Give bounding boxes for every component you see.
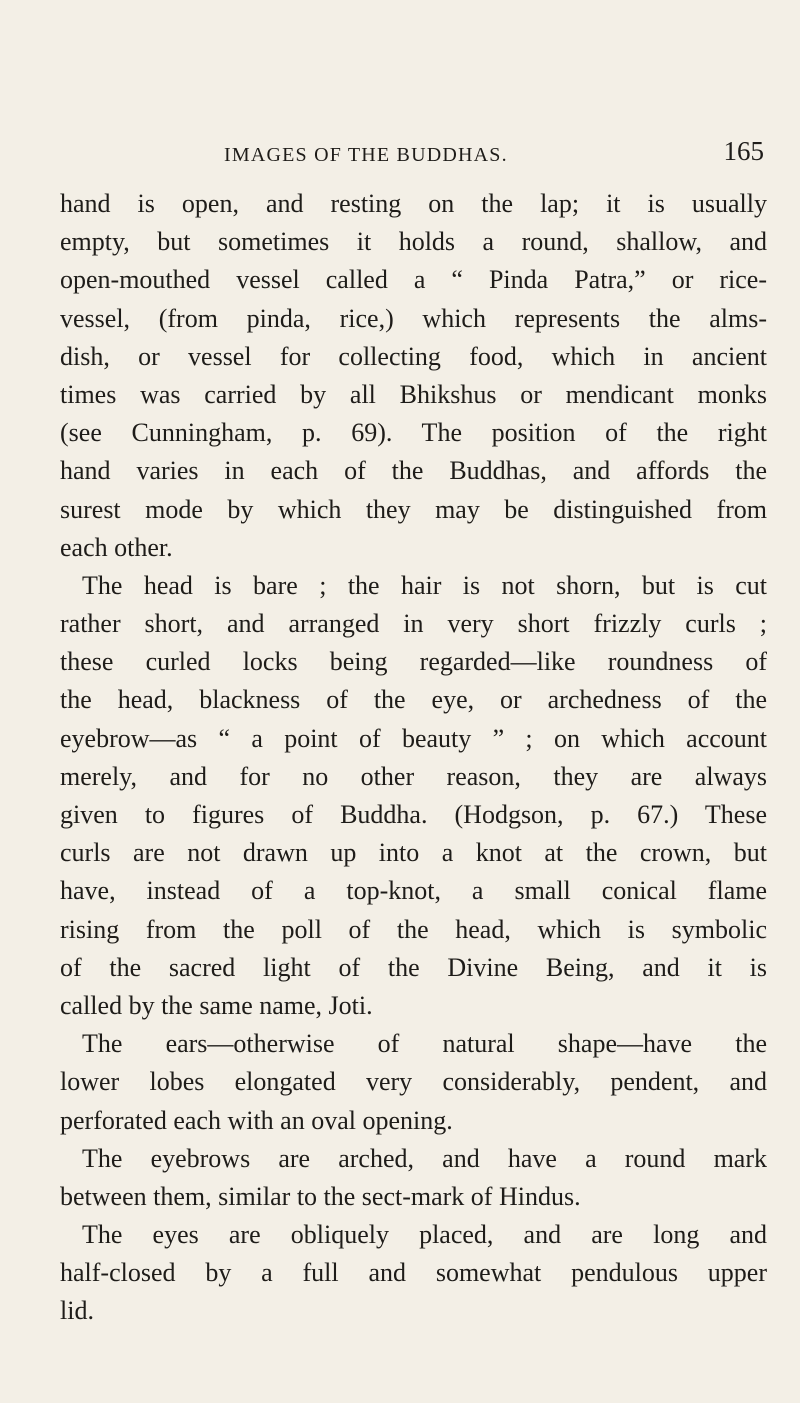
text-line: lid. xyxy=(60,1296,94,1326)
text-line: The eyebrows are arched, and have a round mark xyxy=(82,1143,767,1173)
text-line: merely, and for no other reason, they are always xyxy=(60,761,767,791)
body-text xyxy=(60,185,767,1331)
text-line: surest mode by which they may be distinguished from xyxy=(60,494,767,524)
text-line: empty, but sometimes it holds a round, shallow, and xyxy=(60,227,767,257)
text-line: curls are not drawn up into a knot at the crown, but xyxy=(60,838,767,868)
text-line: rising from the poll of the head, which is symbolic xyxy=(60,914,767,944)
text-line: hand varies in each of the Buddhas, and affords the xyxy=(60,456,767,486)
text-line: The ears—otherwise of natural shape—have the xyxy=(82,1029,767,1059)
text-line: The eyes are obliquely placed, and are long and xyxy=(82,1220,767,1250)
text-line: of the sacred light of the Divine Being, and it is xyxy=(60,952,767,982)
text-line: (see Cunningham, p. 69). The position of the right xyxy=(60,418,767,448)
text-line: rather short, and arranged in very short frizzly curls ; xyxy=(60,609,767,639)
text-line: each other. xyxy=(60,532,173,562)
text-line: have, instead of a top-knot, a small conical flame xyxy=(60,876,767,906)
running-head: IMAGES OF THE BUDDHAS. xyxy=(224,144,508,166)
text-line: The head is bare ; the hair is not shorn, but is cut xyxy=(82,570,767,600)
text-line: eyebrow—as “ a point of beauty ” ; on which account xyxy=(60,723,767,753)
text-line: between them, similar to the sect-mark of Hindus. xyxy=(60,1181,581,1211)
text-line: given to figures of Buddha. (Hodgson, p. 67.) These xyxy=(60,800,767,829)
text-line: open-mouthed vessel called a “ Pinda Patra,” or rice- xyxy=(60,265,767,295)
text-line: these curled locks being regarded—like roundness of xyxy=(60,647,767,677)
text-line: half-closed by a full and somewhat pendulous upper xyxy=(60,1258,767,1288)
page-number: 165 xyxy=(723,136,764,166)
text-line: called by the same name, Joti. xyxy=(60,990,373,1020)
text-line: dish, or vessel for collecting food, which in ancient xyxy=(60,341,767,371)
text-line: vessel, (from pinda, rice,) which represents the alms- xyxy=(60,303,767,333)
text-line: the head, blackness of the eye, or archedness of the xyxy=(60,685,767,715)
text-line: times was carried by all Bhikshus or mendicant monks xyxy=(60,379,767,409)
text-line: hand is open, and resting on the lap; it is usually xyxy=(60,189,767,218)
text-line: lower lobes elongated very considerably, pendent, and xyxy=(60,1067,767,1097)
page-header xyxy=(224,136,764,176)
text-line: perforated each with an oval opening. xyxy=(60,1105,453,1135)
